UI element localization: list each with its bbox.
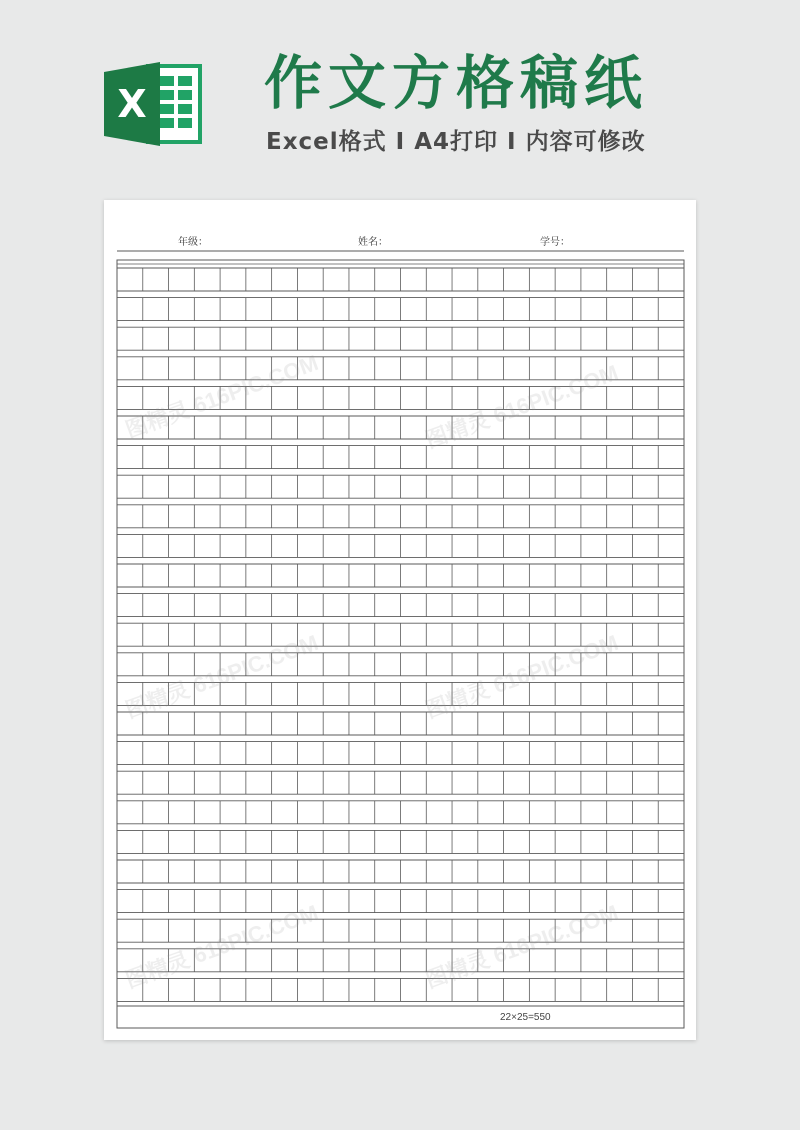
- grid-row[interactable]: [117, 534, 684, 557]
- page-header: [0, 0, 800, 200]
- logo-letter: X: [117, 82, 147, 126]
- excel-icon: [104, 62, 204, 146]
- grid-row[interactable]: [117, 594, 684, 617]
- grid-row[interactable]: [117, 505, 684, 528]
- grid-row[interactable]: [117, 949, 684, 972]
- grid-row[interactable]: [117, 890, 684, 913]
- page-title: 作文方格稿纸: [264, 49, 649, 117]
- grade-label: 年级：: [178, 237, 208, 248]
- grid-row[interactable]: [117, 475, 684, 498]
- grid-row[interactable]: [117, 860, 684, 883]
- name-label: 姓名：: [358, 237, 388, 248]
- grid-row[interactable]: [117, 564, 684, 587]
- grid-row[interactable]: [117, 653, 684, 676]
- student-id-label: 学号：: [540, 237, 570, 248]
- grid-row[interactable]: [117, 742, 684, 765]
- grid-row[interactable]: [117, 623, 684, 646]
- grid-row[interactable]: [117, 978, 684, 1001]
- grid-row[interactable]: [117, 801, 684, 824]
- grid-row[interactable]: [117, 682, 684, 705]
- grid-row[interactable]: [117, 830, 684, 853]
- writing-grid[interactable]: [104, 200, 696, 1040]
- grid-row[interactable]: [117, 416, 684, 439]
- grid-row[interactable]: [117, 386, 684, 409]
- grid-row[interactable]: [117, 357, 684, 380]
- grid-row[interactable]: [117, 268, 684, 291]
- grid-row[interactable]: [117, 298, 684, 321]
- grid-row[interactable]: [117, 327, 684, 350]
- grid-row[interactable]: [117, 712, 684, 735]
- grid-row[interactable]: [117, 919, 684, 942]
- composition-paper: [104, 200, 696, 1040]
- grid-row[interactable]: [117, 446, 684, 469]
- page-subtitle: Excel格式 I A4打印 I 内容可修改: [266, 129, 646, 155]
- cell-count-text: 22×25=550: [500, 1012, 551, 1023]
- grid-row[interactable]: [117, 771, 684, 794]
